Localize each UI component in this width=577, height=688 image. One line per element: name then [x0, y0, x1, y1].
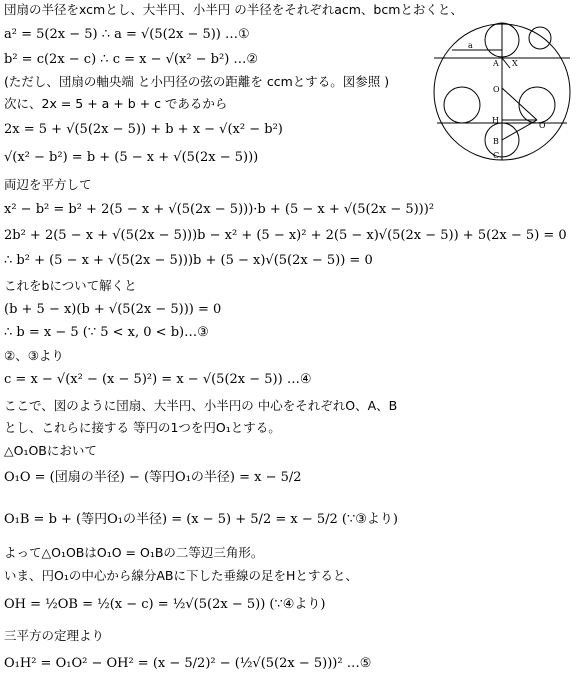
- equation-2: b² = c(2x − c) ∴ c = x − √(x² − b²) …②: [4, 52, 259, 67]
- equation-7: √(x² − b²) = b + (5 − x + √(5(2x − 5))): [4, 150, 259, 165]
- equation-24: OH = ½OB = ½(x − c) = ½√(5(2x − 5)) (∵④より): [4, 597, 326, 612]
- label-B: B: [493, 137, 499, 146]
- equation-1: a² = 5(2x − 5) ∴ a = √(5(2x − 5)) …①: [4, 27, 250, 42]
- geometry-figure: [432, 20, 572, 165]
- equation-10: 2b² + 2(5 − x + √(5(2x − 5)))b − x² + (5 − x)² + 2(5 − x)√(5(2x − 5)) + 5(2x − 5) = 0: [4, 228, 567, 243]
- equation-14: ∴ b = x − 5 (∵ 5 < x, 0 < b)…③: [4, 325, 209, 340]
- label-O1: O: [539, 121, 546, 130]
- text-line-18: とし、これらに接する 等円の1つを円O₁とする。: [4, 420, 281, 435]
- line-ax: [502, 58, 510, 68]
- text-line-1: 団扇の半径をxcmとし、大半円、小半円 の半径をそれぞれacm、bcmとおくと、: [4, 2, 463, 17]
- equal-circle-o1: [519, 87, 555, 123]
- label-X: X: [512, 59, 518, 68]
- equation-21: O₁B = b + (等円O₁の半径) = (x − 5) + 5/2 = x − 5/2 (∵③より): [4, 512, 398, 527]
- text-line-5: 次に、2x = 5 + a + b + c であるから: [4, 96, 228, 111]
- label-A: A: [493, 59, 499, 68]
- equation-20: O₁O = (団扇の半径) − (等円O₁の半径) = x − 5/2: [4, 470, 302, 485]
- text-line-25: 三平方の定理より: [4, 628, 105, 643]
- text-line-19: △O₁OBにおいて: [4, 443, 97, 458]
- equation-11: ∴ b² + (5 − x + √(5(2x − 5)))b + (5 − x)√(5(2x − 5)) = 0: [4, 253, 373, 268]
- text-line-8: 両辺を平方して: [4, 177, 92, 192]
- label-a: a: [468, 41, 473, 50]
- text-line-12: これをbについて解くと: [4, 278, 137, 293]
- equation-16: c = x − √(x² − (x − 5)²) = x − √(5(2x − 5)) …④: [4, 372, 312, 387]
- text-line-15: ②、③より: [4, 348, 64, 363]
- equal-circle-left: [444, 87, 480, 123]
- equation-26: O₁H² = O₁O² − OH² = (x − 5/2)² − (½√(5(2x − 5)))² …⑤: [4, 656, 372, 671]
- text-line-22: よって△O₁OBはO₁O = O₁Bの二等辺三角形。: [4, 545, 264, 560]
- line-o-o1: [502, 88, 537, 120]
- equation-9: x² − b² = b² + 2(5 − x + √(5(2x − 5)))·b + (5 − x + √(5(2x − 5)))²: [4, 202, 435, 217]
- equation-6: 2x = 5 + √(5(2x − 5)) + b + x − √(x² − b²): [4, 122, 283, 137]
- label-H: H: [492, 116, 499, 125]
- small-circle-top: [529, 27, 551, 49]
- text-line-23: いま、円O₁の中心から線分ABに下した垂線の足をHとすると、: [4, 568, 358, 583]
- equation-13: (b + 5 − x)(b + √(5(2x − 5))) = 0: [4, 302, 222, 317]
- label-O: O: [493, 85, 500, 94]
- label-C: C: [493, 151, 500, 160]
- text-line-17: ここで、図のように団扇、大半円、小半円の 中心をそれぞれO、A、B: [4, 398, 398, 413]
- text-line-4: (ただし、団扇の軸央端 と小円径の弦の距離を ccmとする。図参照 ): [4, 74, 390, 89]
